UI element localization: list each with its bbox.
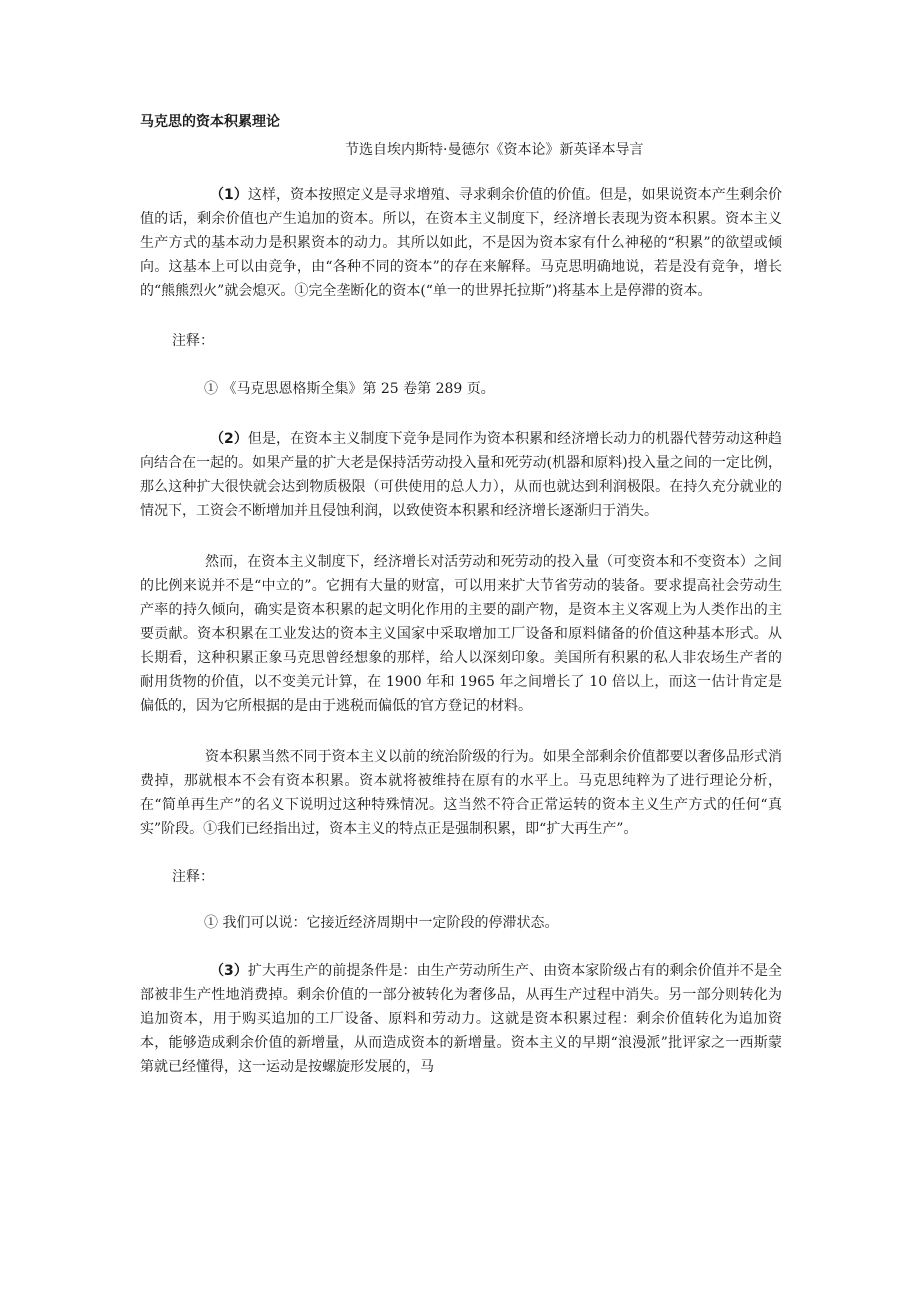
paragraph-simple-reproduction: 资本积累当然不同于资本主义以前的统治阶级的行为。如果全部剩余价值都要以奢侈品形式消费掉，那就根本不会有资本积累。资本就将被维持在原有的水平上。马克思纯粹为了进行理论分析，在“简单再生产”的名义下说明过这种特殊情况。这当然不符合正常运转的资本主义生产方式的任何“真实”阶段。①我们已经指出过，资本主义的特点正是强制积累，即“扩大再生产”。 bbox=[140, 749, 782, 837]
note-heading-1: 注释： bbox=[172, 333, 214, 349]
section-text-3: 扩大再生产的前提条件是：由生产劳动所生产、由资本家阶级占有的剩余价值并不是全部被非生产性地消费掉。剩余价值的一部分被转化为奢侈品，从再生产过程中消失。另一部分则转化为追加资本，用于购买追加的工厂设备、原料和劳动力。这就是资本积累过程：剩余价值转化为追加资本，能够造成剩余价值的新增量，从而造成资本的新增量。资本主义的早期“浪漫派”批评家之一西斯蒙第就已经懂得，这一运动是按螺旋形发展的，马 bbox=[140, 963, 783, 1075]
section-text-1: 这样，资本按照定义是寻求增殖、寻求剩余价值的价值。但是，如果说资本产生剩余价值的话，剩余价值也产生追加的资本。所以，在资本主义制度下，经济增长表现为资本积累。资本主义生产方式的基本动力是积累资本的动力。其所以如此，不是因为资本家有什么神秘的“积累”的欲望或倾向。这基本上可以由竞争，由“各种不同的资本”的存在来解释。马克思明确地说，若是没有竞争，增长的“熊熊烈火”就会熄灭。①完全垄断化的资本(“单一的世界托拉斯”)将基本上是停滞的资本。 bbox=[140, 187, 783, 299]
section-number-3: （3） bbox=[210, 963, 248, 979]
section-number-2: （2） bbox=[210, 431, 248, 447]
paragraph-section-2 bbox=[140, 427, 782, 523]
footnote-2: ① 我们可以说：它接近经济周期中一定阶段的停滞状态。 bbox=[204, 915, 559, 931]
document-title: 马克思的资本积累理论 bbox=[140, 114, 280, 130]
document-subtitle: 节选自埃内斯特·曼德尔《资本论》新英译本导言 bbox=[345, 142, 644, 158]
section-text-2: 但是，在资本主义制度下竞争是同作为资本积累和经济增长动力的机器代替劳动这种趋向结合在一起的。如果产量的扩大老是保持活劳动投入量和死劳动(机器和原料)投入量之间的一定比例，那么这种扩大很快就会达到物质极限（可供使用的总人力），从而也就达到利润极限。在持久充分就业的情况下，工资会不断增加并且侵蚀利润，以致使资本积累和经济增长逐渐归于消失。 bbox=[140, 431, 783, 519]
note-heading-2: 注释： bbox=[172, 869, 214, 885]
paragraph-section-1 bbox=[140, 183, 782, 303]
paragraph-growth-ratio: 然而，在资本主义制度下，经济增长对活劳动和死劳动的投入量（可变资本和不变资本）之间的比例来说并不是“中立的”。它拥有大量的财富，可以用来扩大节省劳动的装备。要求提高社会劳动生产率的持久倾向，确实是资本积累的起文明化作用的主要的副产物，是资本主义客观上为人类作出的主要贡献。资本积累在工业发达的资本主义国家中采取增加工厂设备和原料储备的价值这种基本形式。从长期看，这种积累正象马克思曾经想象的那样，给人以深刻印象。美国所有积累的私人非农场生产者的耐用货物的价值，以不变美元计算，在 1900 年和 1965 年之间增长了 10 倍以上，而这一估计肯定是偏低的，因为它所根据的是由于逃税而偏低的官方登记的材料。 bbox=[140, 554, 782, 714]
section-number-1: （1） bbox=[210, 187, 248, 203]
paragraph-section-3 bbox=[140, 959, 782, 1079]
footnote-1: ① 《马克思恩格斯全集》第 25 卷第 289 页。 bbox=[204, 381, 495, 397]
document-page bbox=[140, 112, 782, 1079]
